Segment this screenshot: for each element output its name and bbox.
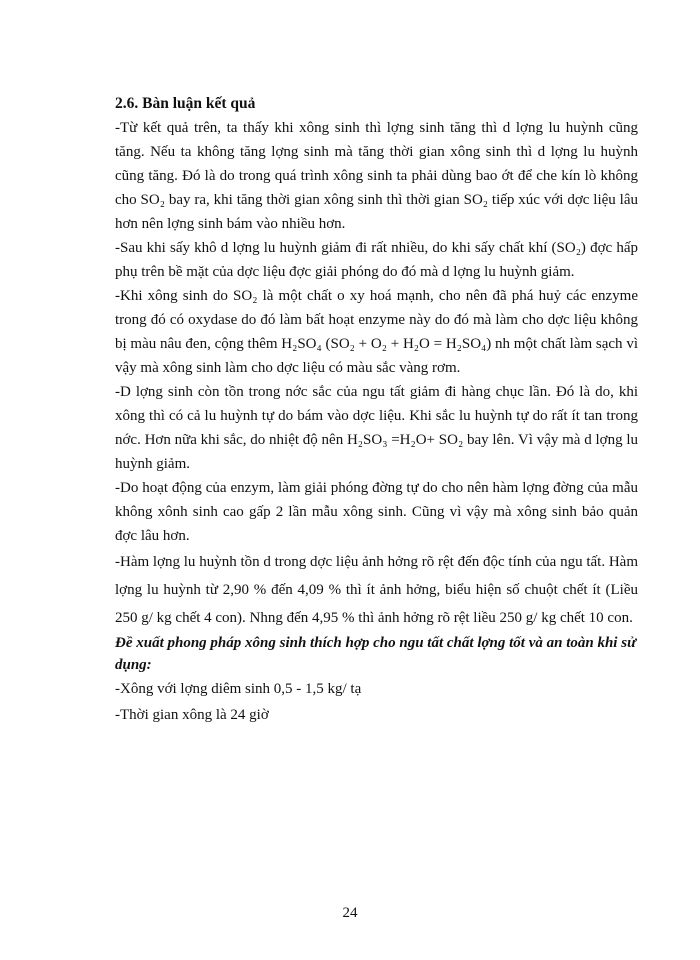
proposal-title: Đề xuất phong pháp xông sinh thích hợp cho ngu tất chất lợng tốt và an toàn khi sử dụng: [115, 635, 637, 673]
document-page [115, 92, 638, 728]
proposal-item-amount: -Xông với lợng diêm sinh 0,5 - 1,5 kg/ tạ [115, 681, 362, 697]
paragraph-sulfur-residue-increase: -Từ kết quả trên, ta thấy khi xông sinh thì lợng sinh tăng thì d lợng lu huỳnh cũng tăng. Nếu ta không tăng lợng sinh mà tăng thời gian xông sinh thì d lợng lu huỳnh cũng tăng. Đó là do trong quá trình xông sinh ta phải dùng bao ớt để che kín lò không cho SO₂ bay ra, khi tăng thời gian xông sinh thì thời gian SO₂ tiếp xúc với dợc liệu lâu hơn nên lợng sinh bám vào nhiều hơn. [115, 120, 638, 232]
paragraph-sugar-content: -Do hoạt động của enzym, làm giải phóng đờng tự do cho nên hàm lợng đờng của mẫu không xônh sinh cao gấp 2 lần mẫu xông sinh. Cũng vì vậy mà xông sinh bảo quản đợc lâu hơn. [115, 480, 638, 544]
paragraph-decoction-residue: -D lợng sinh còn tồn trong nớc sắc của ngu tất giảm đi hàng chục lần. Đó là do, khi xông thì có cả lu huỳnh tự do bám vào dợc liệu. Khi sắc lu huỳnh tự do rất ít tan trong nớc. Hơn nữa khi sắc, do nhiệt độ nên H₂SO₃ =H₂O+ SO₂ bay lên. Vì vậy mà d lợng lu huỳnh giảm. [115, 384, 638, 472]
paragraph-enzyme-oxidation: -Khi xông sinh do SO₂ là một chất o xy hoá mạnh, cho nên đã phá huỷ các enzyme trong đó có oxydase do đó làm bất hoạt enzyme này do đó mà làm cho dợc liệu không bị màu nâu đen, cộng thêm H₂SO₄ (SO₂ + O₂ + H₂O = H₂SO₄) nh một chất làm sạch vì vậy mà xông sinh làm cho dợc liệu có màu sắc vàng rơm. [115, 288, 638, 376]
section-heading: 2.6. Bàn luận kết quả [115, 95, 256, 112]
proposal-item-duration: -Thời gian xông là 24 giờ [115, 707, 269, 723]
paragraph-drying-effect: -Sau khi sấy khô d lợng lu huỳnh giảm đi rất nhiều, do khi sấy chất khí (SO₂) đợc hấp phụ trên bề mặt của dợc liệu đợc giải phóng do đó mà d lợng lu huỳnh giảm. [115, 240, 638, 280]
page-number: 24 [342, 905, 358, 921]
paragraph-toxicity: -Hàm lợng lu huỳnh tồn d trong dợc liệu ảnh hởng rõ rệt đến độc tính của ngu tất. Hàm lợng lu huỳnh từ 2,90 % đến 4,09 % thì ít ảnh hởng, biểu hiện số chuột chết ít (Liều 250 g/ kg chết 4 con). Nhng đến 4,95 % thì ảnh hởng rõ rệt liều 250 g/ kg chết 10 con. [115, 554, 638, 626]
